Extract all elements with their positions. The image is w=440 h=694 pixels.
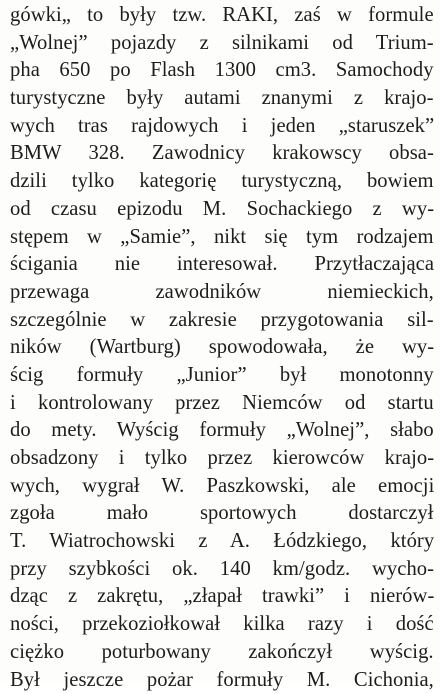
text-line-16: do mety. Wyścig formuły „Wolnej”, słabo xyxy=(10,417,434,445)
text-line-24: ciężko poturbowany zakończył wyścig. xyxy=(10,639,434,667)
text-line-25: Był jeszcze pożar formuły M. Cichonia, xyxy=(10,667,434,694)
text-line-11: przewaga zawodników niemieckich, xyxy=(10,279,434,307)
text-line-23: ności, przekoziołkował kilka razy i dość xyxy=(10,611,434,639)
text-line-17: obsadzony i tylko przez kierowców krajo- xyxy=(10,445,434,473)
text-line-1: gówki„ to były tzw. RAKI, zaś w formule xyxy=(10,2,434,30)
text-line-10: ścigania nie interesował. Przytłaczająca xyxy=(10,251,434,279)
text-line-13: ników (Wartburg) spowodowała, że wy- xyxy=(10,334,434,362)
text-line-2: „Wolnej” pojazdy z silnikami od Trium- xyxy=(10,30,434,58)
text-line-21: przy szybkości ok. 140 km/godz. wycho- xyxy=(10,556,434,584)
text-line-6: BMW 328. Zawodnicy krakowscy obsa- xyxy=(10,140,434,168)
text-line-15: i kontrolowany przez Niemców od startu xyxy=(10,390,434,418)
text-line-4: turystyczne były autami znanymi z krajo- xyxy=(10,85,434,113)
text-line-22: dząc z zakrętu, „złapał trawki” i nierów- xyxy=(10,583,434,611)
text-line-12: szczególnie w zakresie przygotowania sil- xyxy=(10,307,434,335)
text-line-7: dzili tylko kategorię turystyczną, bowiem xyxy=(10,168,434,196)
text-line-19: zgoła mało sportowych dostarczył xyxy=(10,500,434,528)
text-line-20: T. Wiatrochowski z A. Łódzkiego, który xyxy=(10,528,434,556)
text-line-3: pha 650 po Flash 1300 cm3. Samochody xyxy=(10,57,434,85)
article-text-column xyxy=(10,2,434,694)
text-line-8: od czasu epizodu M. Sochackiego z wy- xyxy=(10,196,434,224)
text-line-14: ścig formuły „Junior” był monotonny xyxy=(10,362,434,390)
text-line-5: wych tras rajdowych i jeden „staruszek” xyxy=(10,113,434,141)
text-line-18: wych, wygrał W. Paszkowski, ale emocji xyxy=(10,473,434,501)
text-line-9: stępem w „Samie”, nikt się tym rodzajem xyxy=(10,224,434,252)
